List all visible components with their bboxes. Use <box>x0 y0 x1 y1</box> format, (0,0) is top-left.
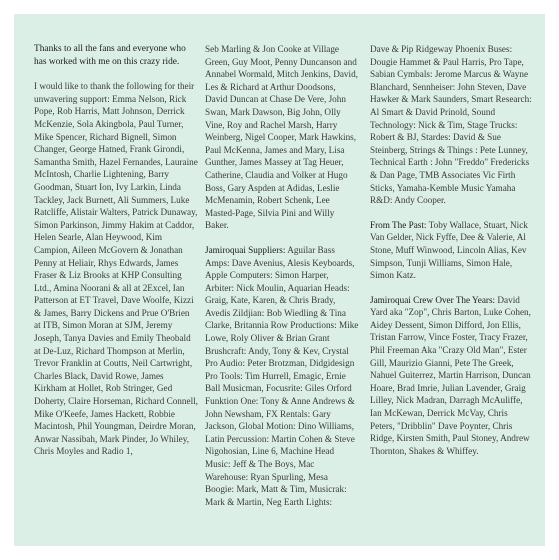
crew-heading: Jamiroquai Crew Over The Years: <box>370 294 496 305</box>
suppliers-paragraph <box>205 244 359 508</box>
past-text: Toby Wallace, Stuart, Nick Van Gelder, Nick Fyffe, Dee & Valerie, Al Stone, Muff Winwood, Lincoln Alias, Kev Simpson, Tunji Williams, Simon Hale, Simon Katz. <box>370 219 528 281</box>
suppliers-text: Aguilar Bass Amps: Dave Avenius, Alesis Keyboards, Apple Computers: Simon Harper, Arbiter: Nick Moulin, Aquarian Heads: Graig, Kate, Karen, & Chris Brady, Avedis Zildjian: Bob Wiedling & Tina Clarke, Britannia Row Productions: Mike Lowe, Roly Oliver & Brian Grant Brushcraft: Andy, Tony & Kev, Crystal Pro Audio: Peter Brotzman, Didgidesign Pro Tools: Tim Hurrell, Emagic, Ernie Ball Musicman, Focusrite: Giles Orford Funktion One: Tony & Anne Andrews & John Newsham, FX Rentals: Gary Jackson, Global Motion: Dino Williams, Latin Percussion: Martin Cohen & Steve Nigohosian, Line 6, Machine Head Music: Jeff & The Boys, Mac Warehouse: Ryan Spurling, Mesa Boogie: Mark, Matt & Tim, Musicrak: Mark & Martin, Neg Earth Lights: <box>205 244 359 507</box>
thanks-continued-paragraph: Seb Marling & Jon Cooke at Village Green, Guy Moot, Penny Duncanson and Annabel Wormald, Mitch Jenkins, David, Les & Richard at Arthur Doodsons, David Duncan at Chase De Vere, John Swan, Mark Dawson, Big John, Olly Vine, Roy and Rachel Marsh, Harry Weinberg, Nigel Cooper, Mark Hawkins, Paul McKenna, James and Mary, Lisa Gunther, James Massey at Tag Heuer, Catherine, Claudia and Volker at Hugo Boss, Gary Aspden at Adidas, Leslie McMenamin, Robert Schenk, Lee Masted-Page, Silvia Pini and Willy Baker. <box>205 44 358 231</box>
column-middle <box>205 43 359 508</box>
thanks-paragraph: I would like to thank the following for their unwavering support: Emma Nelson, Rick Pope, Rob Harris, Matt Johnson, Derrick McKenzie, Sola Akingbola, Paul Turner, Mike Spencer, Richard Bignell, Simon Changer, George Hatned, Frank Girondi, Samantha Smith, Hazel Fernandes, Lauraine McIntosh, Charlie Lightening, Barry Goodman, Stuart Ion, Ivy Larkin, Linda Tackley, Jack Burnett, Ali Summers, Luke Ratcliffe, Alistair Walters, Patrick Dunaway, Simon Parkinson, Jimmy Hakim at Caddor, Helen Searle, Alan Heywood, Kim Campion, Aileen McGovern & Jonathan Penny at Heliair, Rhys Edwards, James Fraser & Liz Brooks at KHP Consulting Ltd., Amina Noorani & all at 2Excel, Ian Patterson at ET Travel, Dave Woolfe, Kizzi & James, Barry Dickens and Prue O'Brien at ITB, Simon Moran at SJM, Jeremy Joseph, Tanya Davies and Emily Theobald at De-Luz, Richard Thompson at Merlin, Trevor Franklin at Coutts, Neil Cartwright, Charles Black, David Rowe, James Kirkham at Hollet, Rob Stringer, Ged Doherty, Claire Horseman, Richard Connell, Mike O'Keefe, James Hackett, Robbie Macintosh, Phil Youngman, Deirdre Moran, Anwar Nassibah, Mark Pinder, Jo Whiley, Chris Moyles and Radio 1, <box>34 81 198 457</box>
column-left <box>34 43 198 458</box>
past-heading: From The Past: <box>370 219 427 230</box>
crew-text: David Yard aka "Zop", Chris Barton, Luke Cohen, Aidey Dessent, Simon Difford, Jon Ellis, Tristan Farrow, Vince Foster, Tracy Frazer, Phil Freeman Aka "Crazy Old Man", Ester Gill, Maurizio Gianni, Pete The Greek, Nahuel Guiterrez, Martin Harrison, Duncan Hoare, Brad Imrie, Julian Lavender, Graig Lilley, Nick Madran, Darragh McAuliffe, Ian McKewan, Derrick McVay, Chris Peters, "Dribblin" Dave Poynter, Chris Ridge, Kirsten Smith, Paul Stoney, Andrew Thornton, Shakes & Whiffey. <box>370 294 531 456</box>
suppliers-continued-paragraph: Dave & Pip Ridgeway Phoenix Buses: Dougie Hammet & Paul Harris, Pro Tape, Sabian Cymbals: Jerome Marcus & Wayne Blanchard, Sennheiser: John Steven, Dave Hawker & Mark Saunders, Smart Research: Al Smart & David Prinold, Sound Technology: Nick & Tim, Stage Trucks: Robert & BJ, Stardes: David & Sue Steinberg, Strings & Things : Pete Lunney, Technical Earth : John "Freddo" Fredericks & Dan Page, TMB Associates Vic Firth Sticks, Yamaha-Kemble Music Yamaha R&D: Andy Cooper. <box>370 44 532 206</box>
liner-notes-page <box>14 14 545 546</box>
column-right <box>370 43 532 457</box>
suppliers-heading: Jamiroquai Suppliers: <box>205 244 286 255</box>
past-paragraph <box>370 219 532 282</box>
crew-paragraph <box>370 294 532 458</box>
intro-paragraph: Thanks to all the fans and everyone who has worked with me on this crazy ride. <box>34 44 186 67</box>
